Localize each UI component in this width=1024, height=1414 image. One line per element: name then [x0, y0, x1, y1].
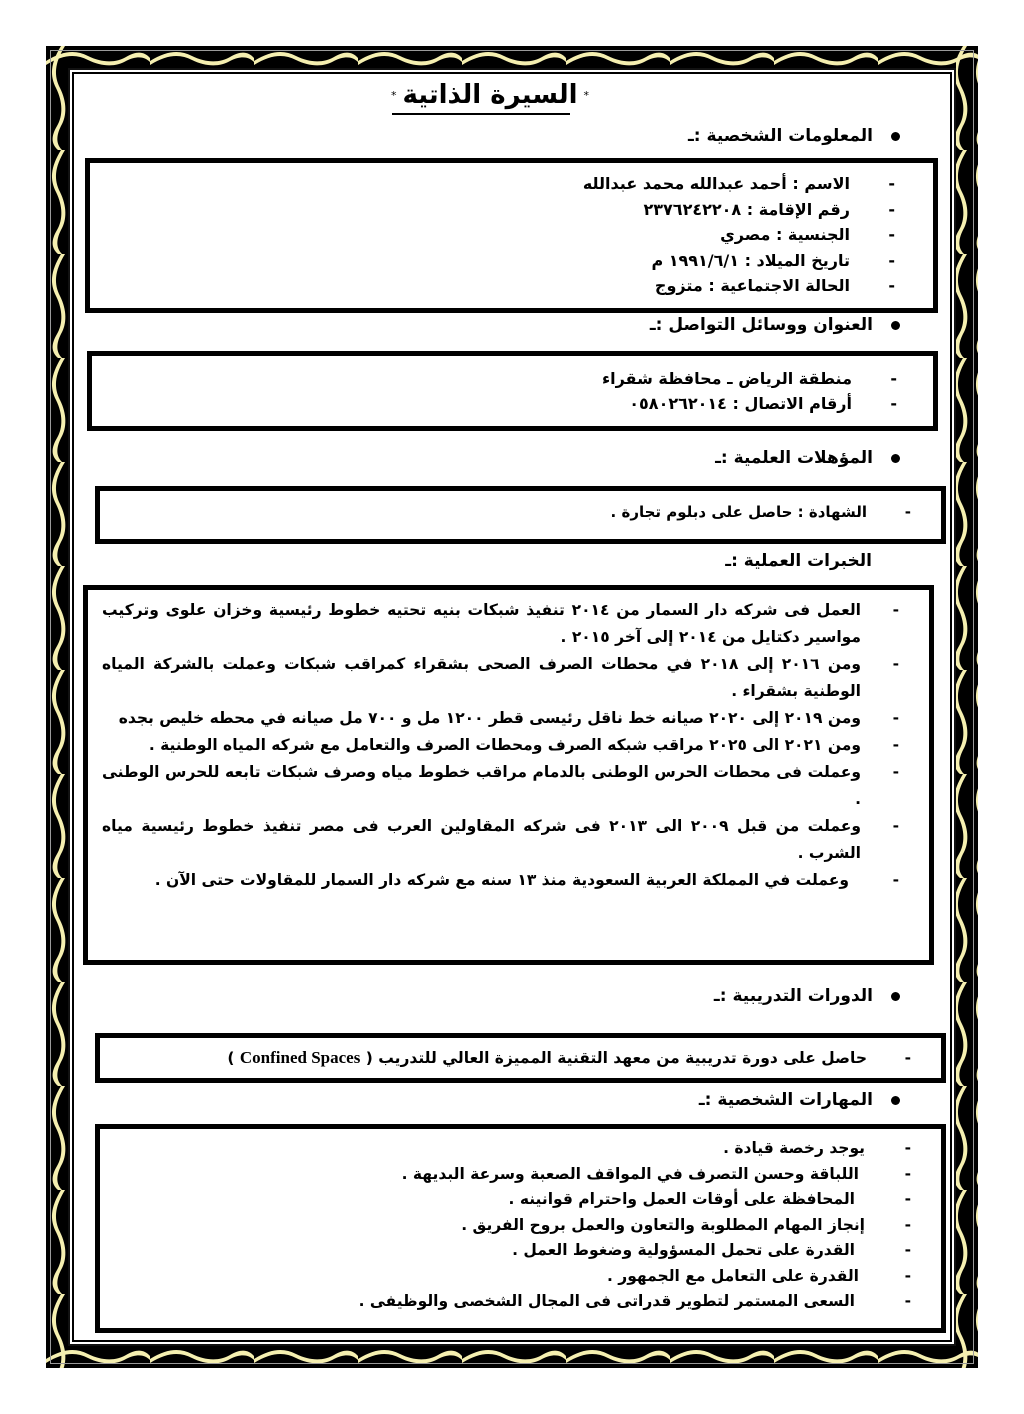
qualifications-list	[611, 500, 911, 524]
document-title	[380, 80, 600, 110]
list-item-experience: - العمل فى شركه دار السمار من ٢٠١٤ تنفيذ شبكات بنيه تحتيه خطوط رئيسية وخزان علوى وتركيب مواسير دكتايل من ٢٠١٤ إلى آخر ٢٠١٥ .	[102, 601, 899, 646]
skills-list	[359, 1136, 911, 1315]
list-item-birth-date: - تاريخ الميلاد : ١٩٩١/٦/١ م	[651, 250, 895, 270]
title-star-left: *	[390, 89, 397, 102]
course-english-name: Confined Spaces	[239, 1048, 361, 1067]
courses-box	[95, 1033, 946, 1083]
list-item-experience: - ومن ٢٠١٦ إلى ٢٠١٨ في محطات الصرف الصحى بشقراء كمراقب شبكات وعملت بالشركة المياه الوطنية بشقراء .	[102, 655, 899, 700]
bullet-icon	[891, 454, 900, 463]
list-item-experience: - وعملت فى محطات الحرس الوطنى بالدمام مراقب خطوط مياه وصرف شبكات تابعه للحرس الوطنى .	[102, 763, 899, 808]
bullet-icon	[891, 992, 900, 1001]
list-item-marital-status: - الحالة الاجتماعية : متزوج	[654, 276, 895, 295]
list-item-course: - حاصل على دورة تدريبية من معهد التقنية المميزة العالي للتدريب ( Confined Spaces )	[227, 1048, 911, 1067]
list-item-skill: - يوجد رخصة قيادة .	[723, 1139, 911, 1157]
experience-box	[83, 585, 934, 965]
bullet-icon	[891, 321, 900, 330]
list-item-phone: - أرقام الاتصال : ٠٥٨٠٢٦٢٠١٤	[629, 394, 897, 413]
contact-box	[87, 351, 938, 431]
list-item-skill: - القدرة على التعامل مع الجمهور .	[607, 1266, 911, 1285]
list-item-skill: - المحافظة على أوقات العمل واحترام قوانينه .	[508, 1190, 911, 1208]
personal-info-box	[85, 158, 938, 313]
list-item-nationality: - الجنسية : مصري	[720, 225, 895, 244]
list-item-experience: - ومن ٢٠١٩ إلى ٢٠٢٠ صيانه خط ناقل رئيسى قطر ١٢٠٠ مل و ٧٠٠ مل صيانه في محطه خليص بجده	[118, 709, 899, 727]
courses-list	[227, 1046, 911, 1070]
contact-list	[602, 366, 897, 416]
title-star-right: *	[583, 89, 590, 102]
section-heading-courses: الدورات التدريبية :ـ	[714, 986, 900, 1006]
section-heading-personal: المعلومات الشخصية :ـ	[688, 126, 900, 146]
list-item-name: - الاسم : أحمد عبدالله محمد عبدالله	[582, 174, 895, 193]
list-item-experience: - وعملت في المملكة العربية السعودية منذ ١٣ سنه مع شركه دار السمار للمقاولات حتى الآن .	[154, 871, 899, 889]
experience-list	[102, 597, 899, 894]
list-item-certificate: - الشهادة : حاصل على دبلوم تجارة .	[610, 503, 911, 521]
qualifications-box	[95, 486, 946, 544]
list-item-address: - منطقة الرياض ـ محافظة شقراء	[601, 369, 897, 388]
section-heading-qualifications: المؤهلات العلمية :ـ	[715, 448, 900, 468]
bullet-icon	[891, 1096, 900, 1105]
list-item-experience: - ومن ٢٠٢١ الى ٢٠٢٥ مراقب شبكه الصرف ومحطات الصرف والتعامل مع شركه المياه الوطنية .	[148, 736, 899, 754]
section-heading-experience: الخبرات العملية :ـ	[725, 551, 872, 571]
list-item-experience: - وعملت من قبل ٢٠٠٩ الى ٢٠١٣ فى شركه المقاولين العرب فى مصر تنفيذ خطوط رئيسية مياه الشرب .	[102, 817, 899, 862]
title-underline	[392, 113, 570, 115]
personal-info-list	[583, 171, 895, 299]
skills-box	[95, 1124, 946, 1333]
title-text: السيرة الذاتية	[402, 80, 578, 110]
list-item-skill: - السعى المستمر لتطوير قدراتى فى المجال الشخصى والوظيفى .	[358, 1292, 911, 1310]
list-item-residence-number: - رقم الإقامة : ٢٣٧٦٢٤٢٢٠٨	[643, 199, 895, 219]
list-item-skill: - اللباقة وحسن التصرف في المواقف الصعبة وسرعة البديهة .	[401, 1164, 911, 1183]
list-item-skill: - القدرة على تحمل المسؤولية وضغوط العمل .	[512, 1241, 911, 1259]
section-heading-skills: المهارات الشخصية :ـ	[699, 1090, 900, 1110]
bullet-icon	[891, 132, 900, 141]
section-heading-contact: العنوان ووسائل التواصل :ـ	[650, 315, 900, 335]
list-item-skill: - إنجاز المهام المطلوبة والتعاون والعمل بروح الفريق .	[461, 1215, 911, 1234]
